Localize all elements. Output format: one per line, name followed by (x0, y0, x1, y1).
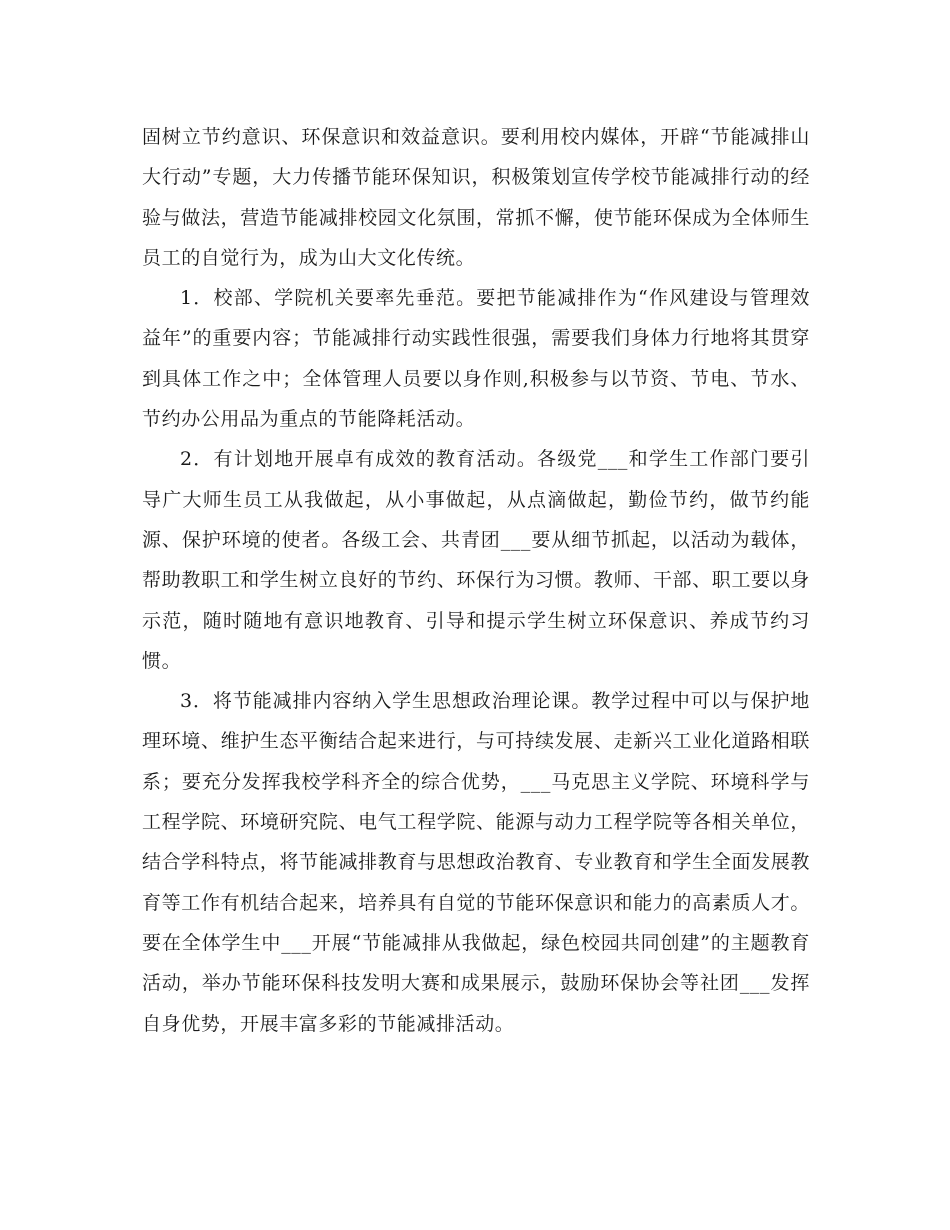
paragraph-item-2: 2．有计划地开展卓有成效的教育活动。各级党___和学生工作部门要引导广大师生员工从我做起，从小事做起，从点滴做起，勤俭节约，做节约能源、保护环境的使者。各级工会、共青团___要从细节抓起，以活动为载体，帮助教职工和学生树立良好的节约、环保行为习惯。教师、干部、职工要以身示范，随时随地有意识地教育、引导和提示学生树立环保意识、养成节约习惯。 (142, 448, 810, 672)
paragraph-item-3: 3．将节能减排内容纳入学生思想政治理论课。教学过程中可以与保护地理环境、维护生态平衡结合起来进行，与可持续发展、走新兴工业化道路相联系；要充分发挥我校学科齐全的综合优势，___马克思主义学院、环境科学与工程学院、环境研究院、电气工程学院、能源与动力工程学院等各相关单位，结合学科特点，将节能减排教育与思想政治教育、专业教育和学生全面发展教育等工作有机结合起来，培养具有自觉的节能环保意识和能力的高素质人才。要在全体学生中___开展“节能减排从我做起，绿色校园共同创建”的主题教育活动，举办节能环保科技发明大赛和成果展示，鼓励环保协会等社团___发挥自身优势，开展丰富多彩的节能减排活动。 (142, 690, 810, 1035)
paragraph-item-1: 1．校部、学院机关要率先垂范。要把节能减排作为“作风建设与管理效益年”的重要内容；节能减排行动实践性很强，需要我们身体力行地将其贯穿到具体工作之中；全体管理人员要以身作则,积极参与以节资、节电、节水、节约办公用品为重点的节能降耗活动。 (142, 287, 810, 431)
paragraph-intro: 固树立节约意识、环保意识和效益意识。要利用校内媒体，开辟“节能减排山大行动”专题，大力传播节能环保知识，积极策划宣传学校节能减排行动的经验与做法，营造节能减排校园文化氛围，常抓不懈，使节能环保成为全体师生员工的自觉行为，成为山大文化传统。 (142, 126, 810, 269)
document-body (142, 117, 810, 1044)
